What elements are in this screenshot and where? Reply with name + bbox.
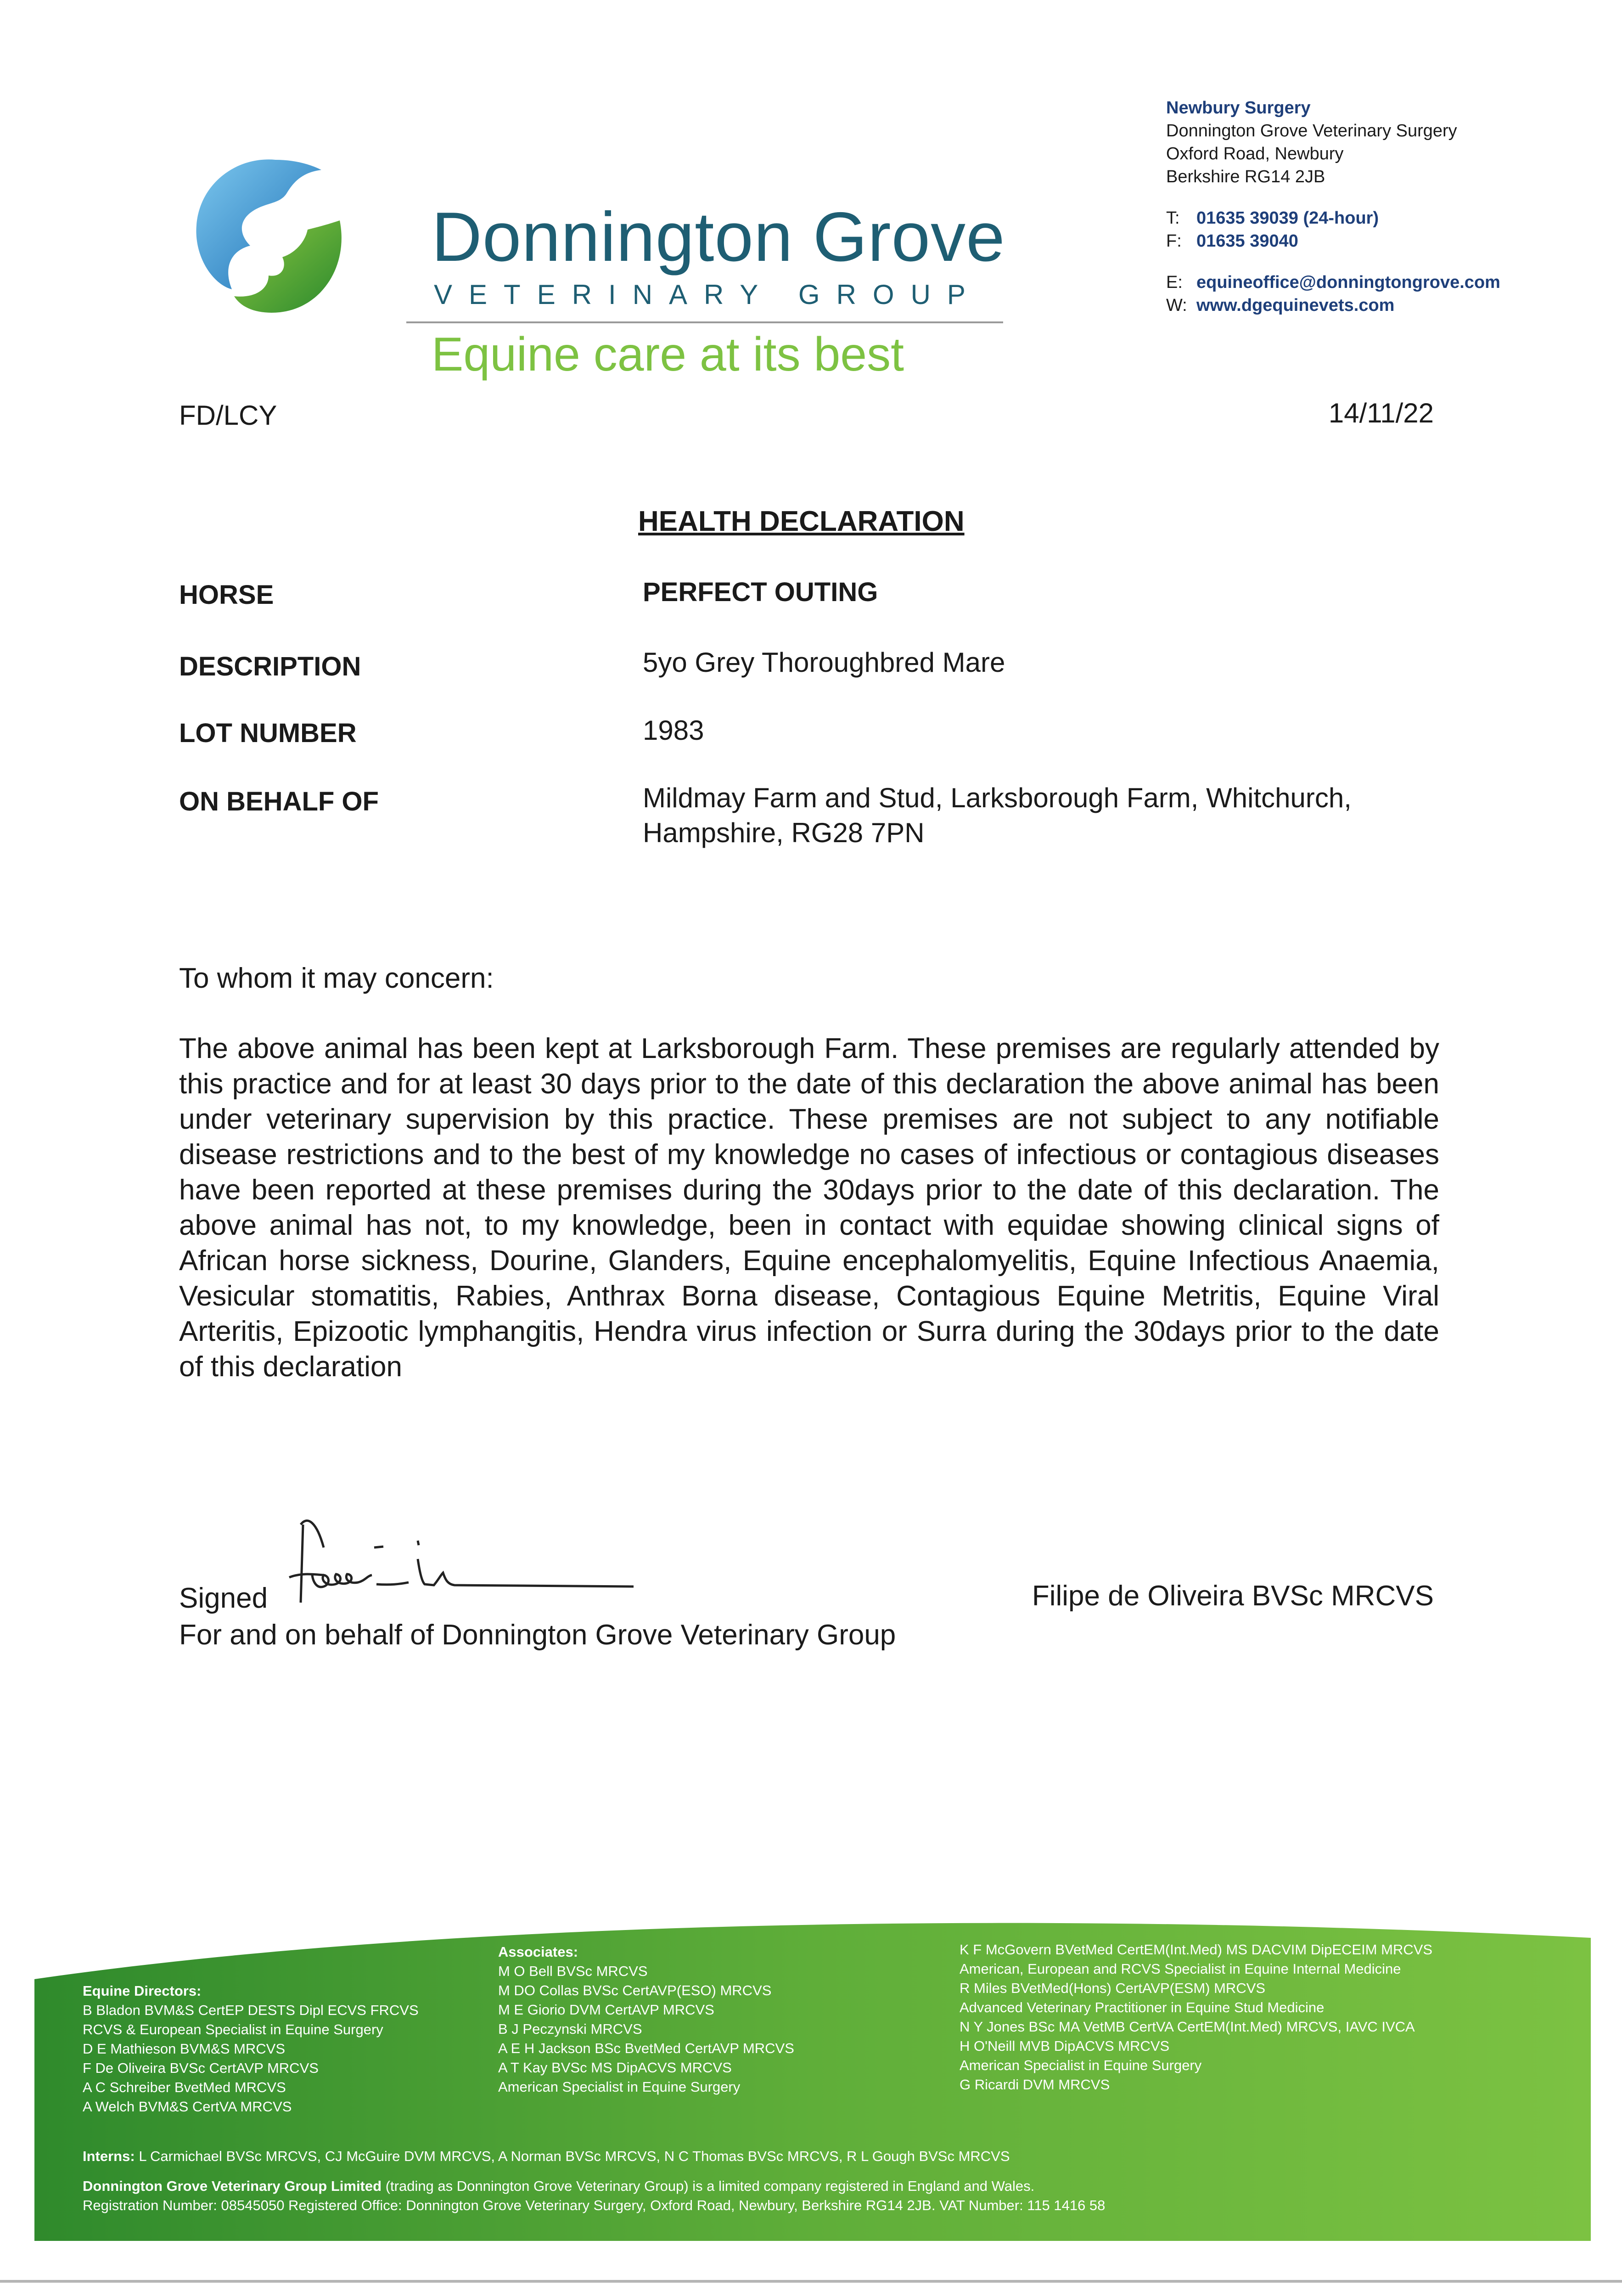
field-value-description: 5yo Grey Thoroughbred Mare xyxy=(643,647,1005,678)
web-label: W: xyxy=(1166,296,1187,315)
company-text: (trading as Donnington Grove Veterinary Group) is a limited company registered in England and Wales. xyxy=(385,2178,1035,2194)
address-line: Oxford Road, Newbury xyxy=(1166,144,1344,163)
surgery-name: Newbury Surgery xyxy=(1166,98,1311,118)
associate-entry: M DO Collas BVSc CertAVP(ESO) MRCVS xyxy=(498,1982,772,1998)
field-value-on-behalf-of: Mildmay Farm and Stud, Larksborough Farm, Whitchurch, Hampshire, RG28 7PN xyxy=(643,782,1352,848)
associate-entry: A E H Jackson BSc BvetMed CertAVP MRCVS xyxy=(498,2040,794,2056)
email-label: E: xyxy=(1166,273,1183,292)
interns-list: L Carmichael BVSc MRCVS, CJ McGuire DVM MRCVS, A Norman BVSc MRCVS, N C Thomas BVSc MRCVS, R L Gough BVSc MRCVS xyxy=(139,2148,1010,2164)
letter-reference: FD/LCY xyxy=(179,400,277,431)
field-value-lot-number: 1983 xyxy=(643,715,704,746)
associate-entry: M O Bell BVSc MRCVS xyxy=(498,1963,648,1979)
field-label-lot-number: LOT NUMBER xyxy=(179,718,357,748)
associate-entry: G Ricardi DVM MRCVS xyxy=(960,2077,1110,2093)
address-line: Berkshire RG14 2JB xyxy=(1166,167,1325,186)
brand-divider xyxy=(406,321,1003,323)
contact-block xyxy=(1166,96,1500,317)
associates-heading: Associates: xyxy=(498,1944,578,1960)
associate-entry: American Specialist in Equine Surgery xyxy=(498,2079,741,2095)
directors-heading: Equine Directors: xyxy=(83,1983,202,1999)
associate-entry: R Miles BVetMed(Hons) CertAVP(ESM) MRCVS xyxy=(960,1980,1266,1996)
letter-date: 14/11/22 xyxy=(1328,398,1434,428)
fax-row xyxy=(1166,230,1500,253)
associate-entry: H O'Neill MVB DipACVS MRCVS xyxy=(960,2038,1170,2054)
associate-entry: Advanced Veterinary Practitioner in Equine Stud Medicine xyxy=(960,1999,1325,2015)
registration-line: Registration Number: 08545050 Registered Office: Donnington Grove Veterinary Surgery, Oxford Road, Newbury, Berkshire RG14 2JB. VAT Number: 115 1416 58 xyxy=(83,2197,1106,2213)
page-bottom-divider xyxy=(0,2280,1622,2283)
director-entry: D E Mathieson BVM&S MRCVS xyxy=(83,2041,286,2057)
director-entry: F De Oliveira BVSc CertAVP MRCVS xyxy=(83,2060,319,2076)
field-label-description: DESCRIPTION xyxy=(179,652,361,681)
company-line xyxy=(83,2177,1105,2196)
fax-number: 01635 39040 xyxy=(1196,231,1298,251)
address-line: Donnington Grove Veterinary Surgery xyxy=(1166,121,1457,141)
behalf-line: For and on behalf of Donnington Grove Veterinary Group xyxy=(179,1619,896,1651)
director-entry: B Bladon BVM&S CertEP DESTS Dipl ECVS FRCVS xyxy=(83,2002,419,2018)
email-link[interactable]: equineoffice@donningtongrove.com xyxy=(1196,273,1500,292)
signed-label: Signed xyxy=(179,1582,268,1614)
associate-entry: M E Giorio DVM CertAVP MRCVS xyxy=(498,2002,714,2018)
fax-label: F: xyxy=(1166,231,1182,251)
footer-legal xyxy=(83,2177,1105,2215)
brand-tagline: Equine care at its best xyxy=(432,328,904,381)
logo-icon xyxy=(188,152,358,321)
footer-interns xyxy=(83,2147,1010,2166)
email-row xyxy=(1166,271,1500,294)
footer-associates xyxy=(498,1942,794,2097)
footer-directors xyxy=(83,1981,419,2116)
signature-image xyxy=(280,1497,638,1626)
declaration-body: The above animal has been kept at Larksborough Farm. These premises are regularly attended by this practice and for at least 30 days prior to the date of this declaration the above animal has been under veterinary supervision by this practice. These premises are not subject to any notifiable disease restrictions and to the best of my knowledge no cases of infectious or contagious diseases have been reported at these premises during the 30days prior to the date of this declaration. The above animal has not, to my knowledge, been in contact with equidae showing clinical signs of African horse sickness, Dourine, Glanders, Equine encephalomyelitis, Equine Infectious Anaemia, Vesicular stomatitis, Rabies, Anthrax Borna disease, Contagious Equine Metritis, Equine Viral Arteritis, Epizootic lymphangitis, Hendra virus infection or Surra during the 30days prior to the date of this declaration xyxy=(179,1033,1439,1383)
director-entry: A C Schreiber BvetMed MRCVS xyxy=(83,2079,286,2095)
associate-entry: K F McGovern BVetMed CertEM(Int.Med) MS DACVIM DipECEIM MRCVS xyxy=(960,1941,1433,1958)
phone-number: 01635 39039 (24-hour) xyxy=(1196,208,1379,228)
document-title: HEALTH DECLARATION xyxy=(638,506,965,537)
interns-heading: Interns: xyxy=(83,2148,135,2164)
associate-entry: A T Kay BVSc MS DipACVS MRCVS xyxy=(498,2060,732,2076)
associate-entry: B J Peczynski MRCVS xyxy=(498,2021,642,2037)
associate-entry: American Specialist in Equine Surgery xyxy=(960,2057,1202,2073)
web-row xyxy=(1166,294,1500,317)
footer-associates-continued xyxy=(960,1940,1432,2094)
signer-name: Filipe de Oliveira BVSc MRCVS xyxy=(1032,1580,1434,1612)
brand-name: Donnington Grove xyxy=(432,198,1005,276)
associate-entry: American, European and RCVS Specialist in Equine Internal Medicine xyxy=(960,1961,1401,1977)
field-value-horse: PERFECT OUTING xyxy=(643,577,878,607)
salutation: To whom it may concern: xyxy=(179,962,494,994)
associate-entry: N Y Jones BSc MA VetMB CertVA CertEM(Int.Med) MRCVS, IAVC IVCA xyxy=(960,2019,1415,2035)
field-label-horse: HORSE xyxy=(179,580,274,610)
director-entry: A Welch BVM&S CertVA MRCVS xyxy=(83,2099,292,2115)
phone-label: T: xyxy=(1166,208,1180,228)
phone-row xyxy=(1166,207,1500,230)
company-name: Donnington Grove Veterinary Group Limited xyxy=(83,2178,382,2194)
field-label-on-behalf-of: ON BEHALF OF xyxy=(179,787,379,816)
brand-subtitle: VETERINARY GROUP xyxy=(434,279,982,310)
web-link[interactable]: www.dgequinevets.com xyxy=(1196,296,1395,315)
director-entry: RCVS & European Specialist in Equine Surgery xyxy=(83,2021,383,2037)
